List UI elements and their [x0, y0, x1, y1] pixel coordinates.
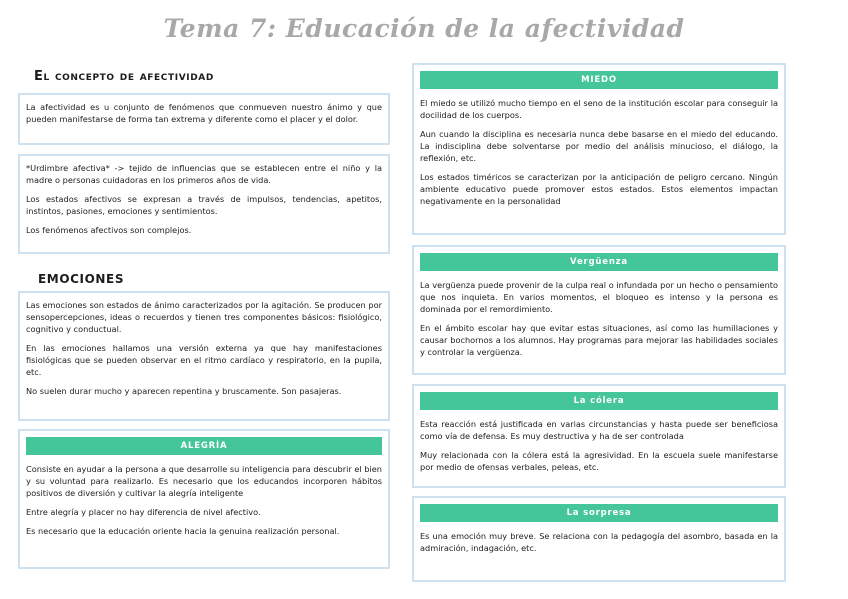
paragraph: Aun cuando la disciplina es necesaria nunca debe basarse en el miedo del educando. La indisciplina debe solventarse por medio del análisis minucioso, el diálogo, la reflexión, etc.	[420, 129, 778, 163]
section-heading-concepto: El concepto de afectividad	[34, 69, 214, 84]
verguenza-heading-bar	[420, 253, 778, 271]
verguenza-box	[412, 245, 786, 375]
paragraph: Muy relacionada con la cólera está la agresividad. En la escuela suele manifestarse por medio de ofensas verbales, peleas, etc.	[420, 450, 778, 472]
paragraph: La vergüenza puede provenir de la culpa real o infundada por un hecho o pensamiento que nos inquieta. En varios momentos, el bloqueo es intenso y la persona es dominada por el remordimiento.	[420, 280, 778, 314]
paragraph: Es necesario que la educación oriente hacia la genuina realización personal.	[26, 526, 340, 536]
paragraph: Esta reacción está justificada en varias circunstancias y hasta puede ser beneficiosa como vía de defensa. Es muy destructiva y ha de ser controlada	[420, 419, 778, 441]
paragraph: Consiste en ayudar a la persona a que desarrolle su inteligencia para descubrir el bien y su voluntad para realizarlo. Es necesario que los educandos incorporen hábitos positivos de diversión y cultivar la alegría inteligente	[26, 464, 382, 498]
page-title: Tema 7: Educación de la afectividad	[163, 14, 685, 43]
paragraph: Los estados afectivos se expresan a través de impulsos, tendencias, apetitos, instintos, pasiones, emociones y sentimientos.	[26, 194, 382, 216]
verguenza-heading: Vergüenza	[570, 257, 628, 267]
alegria-box	[18, 429, 390, 569]
sorpresa-heading-bar	[420, 504, 778, 522]
paragraph: Las emociones son estados de ánimo caracterizados por la agitación. Se producen por sensopercepciones, ideas o recuerdos y tienen tres componentes básicos: fisiológico, cognitivo y conductual.	[26, 300, 382, 334]
paragraph: Entre alegría y placer no hay diferencia de nivel afectivo.	[26, 507, 261, 517]
paragraph: Es una emoción muy breve. Se relaciona con la pedagogía del asombro, basada en la admiración, indagación, etc.	[420, 531, 778, 553]
concepto-box-1	[18, 93, 390, 145]
colera-box	[412, 384, 786, 488]
alegria-heading: ALEGRÍA	[180, 441, 228, 451]
alegria-heading-bar	[26, 437, 382, 455]
section-heading-emociones: EMOCIONES	[38, 272, 125, 286]
paragraph: Los fenómenos afectivos son complejos.	[26, 225, 192, 235]
sorpresa-box	[412, 496, 786, 582]
concepto-box-2	[18, 154, 390, 254]
colera-heading-bar	[420, 392, 778, 410]
paragraph: En las emociones hallamos una versión externa ya que hay manifestaciones fisiológicas que se pueden observar en el ritmo cardíaco y respiratorio, en la pupila, etc.	[26, 343, 382, 377]
emociones-box	[18, 291, 390, 421]
sorpresa-heading: La sorpresa	[566, 508, 632, 518]
paragraph: El miedo se utilizó mucho tiempo en el seno de la institución escolar para conseguir la docilidad de los cuerpos.	[420, 98, 778, 120]
colera-heading: La cólera	[573, 396, 625, 406]
paragraph: *Urdimbre afectiva* -> tejido de influencias que se establecen entre el niño y la madre o personas cuidadoras en los primeros años de vida.	[26, 163, 382, 185]
paragraph: No suelen durar mucho y aparecen repentina y bruscamente. Son pasajeras.	[26, 386, 342, 396]
miedo-box	[412, 63, 786, 235]
paragraph: En el ámbito escolar hay que evitar estas situaciones, así como las humillaciones y causar bochornos a los alumnos. Hay programas para mejorar las habilidades sociales y controlar la vergüenza.	[420, 323, 778, 357]
paragraph: La afectividad es u conjunto de fenómenos que conmueven nuestro ánimo y que pueden manifestarse de forma tan extrema y diferente como el placer y el dolor.	[26, 102, 382, 124]
miedo-heading-bar	[420, 71, 778, 89]
paragraph: Los estados timéricos se caracterizan por la anticipación de peligro cercano. Ningún ambiente educativo puede promover estos estados. Estos elementos impactan negativamente en la personalidad	[420, 172, 778, 206]
miedo-heading: MIEDO	[581, 75, 617, 85]
